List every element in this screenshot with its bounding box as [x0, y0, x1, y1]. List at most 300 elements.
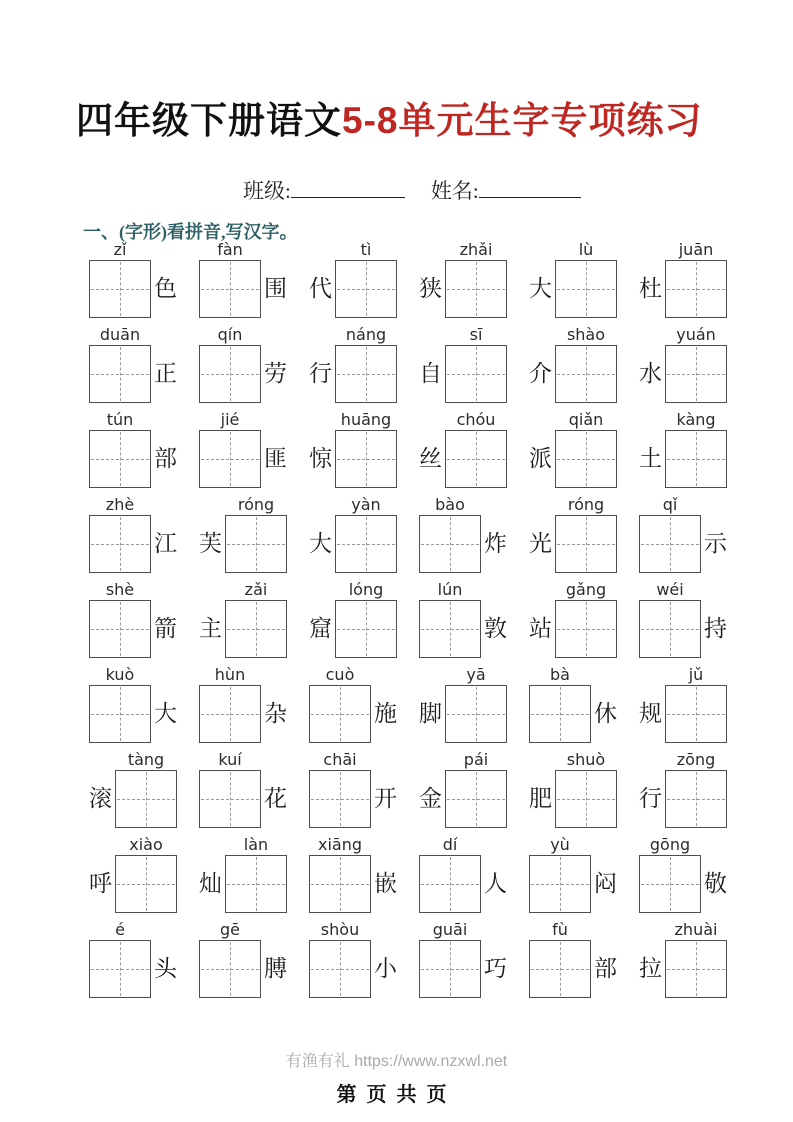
- pinyin-label: guāi: [432, 920, 468, 939]
- writing-box: [665, 685, 727, 743]
- practice-cell: [78, 750, 188, 830]
- pinyin-box-group: [199, 240, 261, 318]
- guide-vertical-line: [120, 517, 121, 571]
- guide-vertical-line: [230, 942, 231, 996]
- writing-box: [199, 770, 261, 828]
- practice-cell: [518, 920, 628, 1000]
- companion-char-before: 光: [529, 531, 552, 556]
- pinyin-label: sī: [469, 325, 483, 344]
- practice-cell: [78, 920, 188, 1000]
- pinyin-label: làn: [243, 835, 269, 854]
- guide-vertical-line: [230, 347, 231, 401]
- companion-char-before: 芙: [199, 531, 222, 556]
- practice-cell: [188, 580, 298, 660]
- practice-cell: [298, 750, 408, 830]
- pinyin-box-group: [445, 410, 507, 488]
- writing-box: [445, 260, 507, 318]
- guide-vertical-line: [120, 432, 121, 486]
- writing-box: [309, 855, 371, 913]
- guide-vertical-line: [256, 857, 257, 911]
- guide-vertical-line: [146, 857, 147, 911]
- pinyin-box-group: [335, 495, 397, 573]
- writing-box: [225, 600, 287, 658]
- guide-vertical-line: [670, 602, 671, 656]
- pinyin-box-group: [89, 665, 151, 743]
- companion-char-after: 敬: [704, 871, 727, 896]
- pinyin-label: róng: [567, 495, 605, 514]
- companion-char-after: 大: [154, 701, 177, 726]
- guide-vertical-line: [340, 857, 341, 911]
- writing-box: [115, 855, 177, 913]
- guide-vertical-line: [586, 347, 587, 401]
- pinyin-box-group: [89, 410, 151, 488]
- guide-vertical-line: [256, 602, 257, 656]
- companion-char-after: 匪: [264, 446, 287, 471]
- name-blank: [479, 179, 581, 198]
- writing-box: [199, 685, 261, 743]
- practice-cell: [298, 920, 408, 1000]
- guide-vertical-line: [586, 262, 587, 316]
- companion-char-after: 开: [374, 786, 397, 811]
- pinyin-label: bào: [435, 495, 465, 514]
- pinyin-label: lóng: [348, 580, 384, 599]
- pinyin-label: wéi: [656, 580, 684, 599]
- guide-vertical-line: [120, 942, 121, 996]
- practice-cell: [408, 835, 518, 915]
- pinyin-label: tàng: [127, 750, 165, 769]
- practice-cell: [408, 580, 518, 660]
- pinyin-box-group: [555, 325, 617, 403]
- pinyin-box-group: [639, 580, 701, 658]
- companion-char-before: 自: [419, 361, 442, 386]
- companion-char-before: 大: [309, 531, 332, 556]
- pinyin-box-group: [445, 240, 507, 318]
- writing-box: [89, 260, 151, 318]
- practice-cell: [518, 325, 628, 405]
- guide-vertical-line: [696, 942, 697, 996]
- pinyin-box-group: [309, 920, 371, 998]
- guide-vertical-line: [230, 262, 231, 316]
- companion-char-before: 代: [309, 276, 332, 301]
- companion-char-before: 狭: [419, 276, 442, 301]
- page-title: [76, 90, 766, 144]
- section-prefix: 一、(字形): [83, 222, 167, 242]
- page-title-highlight: 5-8单元生字专项练习: [342, 100, 703, 141]
- companion-char-after: 箭: [154, 616, 177, 641]
- practice-cell: [628, 580, 738, 660]
- companion-char-before: 滚: [89, 786, 112, 811]
- practice-cell: [298, 495, 408, 575]
- writing-box: [555, 345, 617, 403]
- practice-cell: [628, 240, 738, 320]
- practice-cell: [298, 835, 408, 915]
- practice-cell: [518, 580, 628, 660]
- grid-row: [78, 410, 742, 490]
- guide-vertical-line: [450, 602, 451, 656]
- companion-char-before: 灿: [199, 871, 222, 896]
- footer-site-link: 有渔有礼 https://www.nzxwl.net: [285, 1053, 508, 1070]
- companion-char-before: 惊: [309, 446, 332, 471]
- guide-vertical-line: [670, 517, 671, 571]
- writing-box: [335, 260, 397, 318]
- practice-cell: [188, 495, 298, 575]
- pinyin-label: shè: [105, 580, 135, 599]
- practice-cell: [408, 325, 518, 405]
- pinyin-box-group: [639, 835, 701, 913]
- guide-vertical-line: [120, 262, 121, 316]
- pinyin-box-group: [89, 240, 151, 318]
- writing-box: [335, 430, 397, 488]
- guide-vertical-line: [366, 262, 367, 316]
- companion-char-after: 巧: [484, 956, 507, 981]
- pinyin-box-group: [199, 325, 261, 403]
- guide-vertical-line: [120, 687, 121, 741]
- guide-vertical-line: [586, 772, 587, 826]
- guide-vertical-line: [560, 687, 561, 741]
- pinyin-label: tún: [106, 410, 134, 429]
- practice-cell: [78, 665, 188, 745]
- companion-char-before: 呼: [89, 871, 112, 896]
- writing-box: [445, 430, 507, 488]
- guide-vertical-line: [560, 942, 561, 996]
- pinyin-box-group: [445, 325, 507, 403]
- practice-cell: [628, 835, 738, 915]
- companion-char-after: 头: [154, 956, 177, 981]
- companion-char-after: 持: [704, 616, 727, 641]
- writing-box: [199, 940, 261, 998]
- practice-cell: [518, 495, 628, 575]
- practice-cell: [628, 750, 738, 830]
- writing-box: [555, 430, 617, 488]
- pinyin-label: gōng: [649, 835, 691, 854]
- writing-box: [639, 515, 701, 573]
- companion-char-after: 嵌: [374, 871, 397, 896]
- guide-vertical-line: [586, 602, 587, 656]
- writing-box: [419, 855, 481, 913]
- pinyin-label: náng: [345, 325, 387, 344]
- guide-vertical-line: [366, 347, 367, 401]
- guide-vertical-line: [230, 687, 231, 741]
- practice-cell: [188, 325, 298, 405]
- practice-cell: [78, 580, 188, 660]
- pinyin-box-group: [665, 920, 727, 998]
- writing-box: [529, 940, 591, 998]
- guide-vertical-line: [256, 517, 257, 571]
- practice-cell: [188, 920, 298, 1000]
- guide-vertical-line: [230, 772, 231, 826]
- guide-vertical-line: [696, 432, 697, 486]
- guide-vertical-line: [366, 432, 367, 486]
- companion-char-after: 人: [484, 871, 507, 896]
- companion-char-after: 杂: [264, 701, 287, 726]
- companion-char-before: 杜: [639, 276, 662, 301]
- practice-cell: [518, 665, 628, 745]
- writing-box: [89, 600, 151, 658]
- practice-cell: [78, 835, 188, 915]
- companion-char-before: 主: [199, 616, 222, 641]
- writing-box: [639, 600, 701, 658]
- practice-cell: [78, 240, 188, 320]
- pinyin-box-group: [665, 325, 727, 403]
- grid-row: [78, 920, 742, 1000]
- pinyin-box-group: [89, 580, 151, 658]
- guide-vertical-line: [586, 517, 587, 571]
- practice-cell: [628, 920, 738, 1000]
- pinyin-box-group: [639, 495, 701, 573]
- practice-cell: [628, 410, 738, 490]
- pinyin-box-group: [445, 750, 507, 828]
- pinyin-box-group: [419, 920, 481, 998]
- guide-vertical-line: [230, 432, 231, 486]
- companion-char-before: 丝: [419, 446, 442, 471]
- pinyin-label: chāi: [323, 750, 357, 769]
- companion-char-before: 派: [529, 446, 552, 471]
- pinyin-label: yàn: [351, 495, 381, 514]
- grid-row: [78, 750, 742, 830]
- pinyin-label: é: [115, 920, 125, 939]
- pinyin-box-group: [115, 835, 177, 913]
- pinyin-box-group: [555, 580, 617, 658]
- writing-box: [89, 515, 151, 573]
- pinyin-label: zōng: [676, 750, 716, 769]
- pinyin-box-group: [665, 750, 727, 828]
- practice-grid: [78, 240, 742, 1005]
- companion-char-after: 休: [594, 701, 617, 726]
- pinyin-box-group: [665, 410, 727, 488]
- practice-cell: [518, 835, 628, 915]
- pinyin-label: qǐ: [662, 495, 678, 514]
- pinyin-box-group: [199, 750, 261, 828]
- pinyin-label: zhuài: [674, 920, 718, 939]
- guide-vertical-line: [120, 602, 121, 656]
- pinyin-label: jié: [220, 410, 240, 429]
- pinyin-box-group: [225, 495, 287, 573]
- pinyin-box-group: [529, 920, 591, 998]
- companion-char-before: 规: [639, 701, 662, 726]
- pinyin-box-group: [419, 580, 481, 658]
- pinyin-label: zǎi: [244, 580, 268, 599]
- practice-cell: [628, 325, 738, 405]
- companion-char-before: 站: [529, 616, 552, 641]
- guide-vertical-line: [366, 517, 367, 571]
- pinyin-box-group: [225, 835, 287, 913]
- companion-char-after: 小: [374, 956, 397, 981]
- pinyin-label: qín: [217, 325, 243, 344]
- grid-row: [78, 835, 742, 915]
- companion-char-after: 示: [704, 531, 727, 556]
- writing-box: [419, 940, 481, 998]
- pinyin-label: yuán: [676, 325, 716, 344]
- writing-box: [639, 855, 701, 913]
- writing-box: [445, 685, 507, 743]
- writing-box: [309, 940, 371, 998]
- pinyin-label: shòu: [320, 920, 360, 939]
- pinyin-box-group: [419, 495, 481, 573]
- writing-box: [115, 770, 177, 828]
- companion-char-after: 施: [374, 701, 397, 726]
- pinyin-box-group: [529, 665, 591, 743]
- companion-char-after: 部: [154, 446, 177, 471]
- guide-vertical-line: [120, 347, 121, 401]
- pinyin-label: fàn: [217, 240, 243, 259]
- writing-box: [89, 430, 151, 488]
- writing-box: [445, 770, 507, 828]
- guide-vertical-line: [670, 857, 671, 911]
- writing-box: [665, 260, 727, 318]
- companion-char-before: 介: [529, 361, 552, 386]
- pinyin-box-group: [665, 240, 727, 318]
- writing-box: [199, 260, 261, 318]
- writing-box: [89, 345, 151, 403]
- practice-cell: [408, 665, 518, 745]
- pinyin-box-group: [89, 325, 151, 403]
- footer-page-number: 第页共页: [336, 1084, 457, 1106]
- companion-char-after: 炸: [484, 531, 507, 556]
- companion-char-before: 金: [419, 786, 442, 811]
- companion-char-after: 围: [264, 276, 287, 301]
- practice-cell: [298, 240, 408, 320]
- pinyin-label: chóu: [456, 410, 496, 429]
- pinyin-label: xiào: [129, 835, 163, 854]
- practice-cell: [78, 410, 188, 490]
- companion-char-before: 拉: [639, 956, 662, 981]
- practice-cell: [298, 665, 408, 745]
- practice-cell: [628, 495, 738, 575]
- pinyin-label: xiāng: [317, 835, 362, 854]
- pinyin-label: jǔ: [688, 665, 704, 684]
- guide-vertical-line: [146, 772, 147, 826]
- pinyin-box-group: [309, 750, 371, 828]
- practice-cell: [298, 580, 408, 660]
- practice-cell: [188, 665, 298, 745]
- pinyin-box-group: [335, 410, 397, 488]
- section-instruction: 看拼音,写汉字。: [167, 222, 298, 242]
- guide-vertical-line: [696, 262, 697, 316]
- pinyin-label: fù: [552, 920, 568, 939]
- guide-vertical-line: [340, 772, 341, 826]
- pinyin-label: kuò: [105, 665, 135, 684]
- practice-cell: [188, 750, 298, 830]
- writing-box: [89, 940, 151, 998]
- pinyin-label: duān: [99, 325, 141, 344]
- companion-char-after: 花: [264, 786, 287, 811]
- companion-char-after: 色: [154, 276, 177, 301]
- writing-box: [199, 345, 261, 403]
- guide-vertical-line: [696, 687, 697, 741]
- practice-cell: [188, 835, 298, 915]
- guide-vertical-line: [476, 687, 477, 741]
- pinyin-box-group: [335, 325, 397, 403]
- guide-vertical-line: [450, 942, 451, 996]
- practice-cell: [78, 325, 188, 405]
- pinyin-box-group: [555, 240, 617, 318]
- writing-box: [555, 515, 617, 573]
- pinyin-label: huāng: [340, 410, 392, 429]
- writing-box: [665, 770, 727, 828]
- companion-char-after: 江: [154, 531, 177, 556]
- writing-box: [199, 430, 261, 488]
- pinyin-box-group: [529, 835, 591, 913]
- companion-char-before: 窟: [309, 616, 332, 641]
- companion-char-before: 土: [639, 446, 662, 471]
- guide-vertical-line: [450, 857, 451, 911]
- pinyin-box-group: [89, 495, 151, 573]
- pinyin-label: yā: [466, 665, 486, 684]
- pinyin-label: tì: [360, 240, 372, 259]
- writing-box: [335, 345, 397, 403]
- guide-vertical-line: [586, 432, 587, 486]
- page-title-main: 四年级下册语文: [76, 100, 342, 141]
- practice-cell: [78, 495, 188, 575]
- practice-cell: [298, 410, 408, 490]
- companion-char-after: 膊: [264, 956, 287, 981]
- grid-row: [78, 580, 742, 660]
- pinyin-box-group: [555, 495, 617, 573]
- guide-vertical-line: [560, 857, 561, 911]
- pinyin-box-group: [419, 835, 481, 913]
- guide-vertical-line: [476, 772, 477, 826]
- writing-box: [335, 515, 397, 573]
- practice-cell: [518, 750, 628, 830]
- pinyin-label: gē: [220, 920, 240, 939]
- writing-box: [445, 345, 507, 403]
- writing-box: [529, 685, 591, 743]
- pinyin-label: lún: [437, 580, 463, 599]
- companion-char-after: 敦: [484, 616, 507, 641]
- grid-row: [78, 325, 742, 405]
- info-line: [243, 175, 581, 205]
- pinyin-label: lù: [578, 240, 594, 259]
- pinyin-box-group: [309, 835, 371, 913]
- practice-cell: [408, 410, 518, 490]
- pinyin-label: zhè: [105, 495, 135, 514]
- companion-char-before: 脚: [419, 701, 442, 726]
- companion-char-before: 行: [309, 361, 332, 386]
- writing-box: [529, 855, 591, 913]
- pinyin-label: bà: [550, 665, 570, 684]
- companion-char-before: 肥: [529, 786, 552, 811]
- pinyin-box-group: [309, 665, 371, 743]
- companion-char-after: 劳: [264, 361, 287, 386]
- guide-vertical-line: [450, 517, 451, 571]
- companion-char-after: 正: [154, 361, 177, 386]
- practice-cell: [518, 240, 628, 320]
- pinyin-label: cuò: [325, 665, 355, 684]
- practice-cell: [408, 920, 518, 1000]
- pinyin-label: shào: [566, 325, 606, 344]
- writing-box: [309, 770, 371, 828]
- pinyin-label: dí: [442, 835, 458, 854]
- writing-box: [419, 600, 481, 658]
- companion-char-before: 行: [639, 786, 662, 811]
- pinyin-label: zhǎi: [459, 240, 493, 259]
- practice-cell: [408, 750, 518, 830]
- pinyin-box-group: [555, 410, 617, 488]
- pinyin-box-group: [445, 665, 507, 743]
- writing-box: [665, 430, 727, 488]
- pinyin-box-group: [89, 920, 151, 998]
- writing-box: [225, 515, 287, 573]
- pinyin-label: yù: [550, 835, 570, 854]
- writing-box: [665, 940, 727, 998]
- pinyin-label: qiǎn: [568, 410, 604, 429]
- pinyin-label: róng: [237, 495, 275, 514]
- grid-row: [78, 665, 742, 745]
- pinyin-label: hùn: [214, 665, 246, 684]
- companion-char-before: 水: [639, 361, 662, 386]
- pinyin-box-group: [665, 665, 727, 743]
- guide-vertical-line: [476, 262, 477, 316]
